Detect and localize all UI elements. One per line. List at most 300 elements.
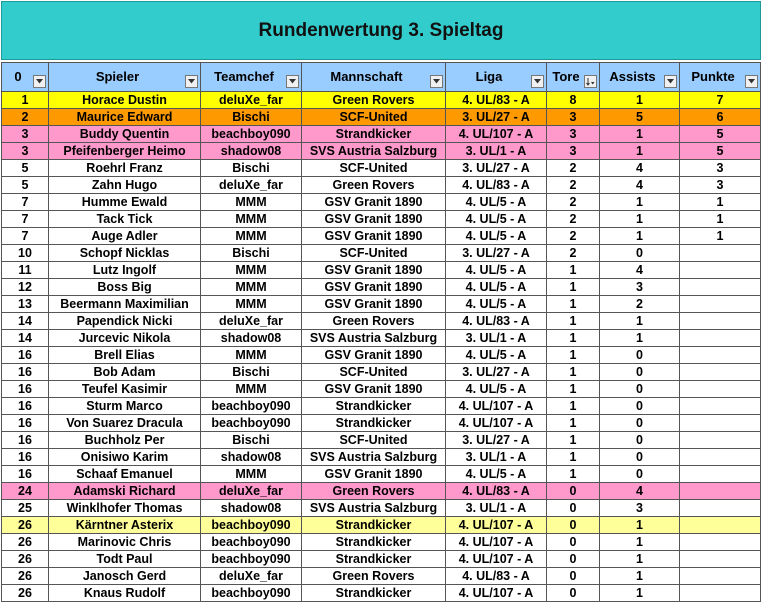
cell-teamchef: deluXe_far (201, 568, 302, 585)
cell-rank: 14 (2, 313, 49, 330)
cell-teamchef: beachboy090 (201, 585, 302, 602)
cell-teamchef: Bischi (201, 160, 302, 177)
table-row (2, 194, 761, 211)
cell-teamchef: MMM (201, 262, 302, 279)
chevron-down-icon (188, 79, 195, 84)
cell-spieler: Buchholz Per (49, 432, 201, 449)
cell-liga: 4. UL/5 - A (446, 381, 547, 398)
cell-mannschaft: Green Rovers (302, 92, 446, 109)
cell-tore: 1 (547, 330, 600, 347)
cell-liga: 4. UL/107 - A (446, 585, 547, 602)
cell-spieler: Schaaf Emanuel (49, 466, 201, 483)
column-header-label: Punkte (691, 69, 735, 84)
cell-spieler: Roehrl Franz (49, 160, 201, 177)
cell-assists: 0 (600, 415, 680, 432)
column-header-spieler (49, 63, 201, 92)
cell-tore: 0 (547, 500, 600, 517)
cell-rank: 16 (2, 466, 49, 483)
cell-rank: 26 (2, 568, 49, 585)
cell-tore: 0 (547, 483, 600, 500)
cell-mannschaft: SCF-United (302, 109, 446, 126)
cell-assists: 1 (600, 211, 680, 228)
cell-rank: 24 (2, 483, 49, 500)
cell-punkte (680, 466, 761, 483)
cell-assists: 0 (600, 449, 680, 466)
cell-spieler: Maurice Edward (49, 109, 201, 126)
cell-tore: 1 (547, 364, 600, 381)
cell-mannschaft: GSV Granit 1890 (302, 347, 446, 364)
cell-rank: 5 (2, 177, 49, 194)
cell-tore: 1 (547, 347, 600, 364)
cell-spieler: Sturm Marco (49, 398, 201, 415)
cell-liga: 4. UL/5 - A (446, 466, 547, 483)
cell-teamchef: shadow08 (201, 143, 302, 160)
cell-liga: 3. UL/1 - A (446, 500, 547, 517)
filter-dropdown-button[interactable] (664, 75, 677, 88)
cell-tore: 1 (547, 449, 600, 466)
cell-rank: 16 (2, 347, 49, 364)
cell-mannschaft: SCF-United (302, 245, 446, 262)
cell-liga: 4. UL/83 - A (446, 92, 547, 109)
cell-spieler: Knaus Rudolf (49, 585, 201, 602)
cell-assists: 0 (600, 245, 680, 262)
cell-spieler: Humme Ewald (49, 194, 201, 211)
cell-punkte (680, 245, 761, 262)
table-row (2, 568, 761, 585)
cell-teamchef: deluXe_far (201, 177, 302, 194)
cell-rank: 7 (2, 211, 49, 228)
column-header-label: Tore (552, 69, 580, 84)
cell-liga: 4. UL/83 - A (446, 568, 547, 585)
table-row (2, 279, 761, 296)
cell-tore: 2 (547, 211, 600, 228)
cell-rank: 26 (2, 517, 49, 534)
cell-spieler: Buddy Quentin (49, 126, 201, 143)
cell-rank: 2 (2, 109, 49, 126)
chevron-down-icon (289, 79, 296, 84)
cell-spieler: Marinovic Chris (49, 534, 201, 551)
cell-mannschaft: GSV Granit 1890 (302, 279, 446, 296)
cell-assists: 3 (600, 279, 680, 296)
cell-teamchef: MMM (201, 296, 302, 313)
cell-punkte: 1 (680, 194, 761, 211)
cell-teamchef: Bischi (201, 245, 302, 262)
column-header-assists (600, 63, 680, 92)
cell-mannschaft: Green Rovers (302, 313, 446, 330)
cell-teamchef: MMM (201, 194, 302, 211)
cell-assists: 0 (600, 381, 680, 398)
cell-punkte (680, 551, 761, 568)
cell-tore: 2 (547, 245, 600, 262)
cell-mannschaft: Green Rovers (302, 568, 446, 585)
cell-liga: 3. UL/27 - A (446, 109, 547, 126)
cell-spieler: Lutz Ingolf (49, 262, 201, 279)
cell-punkte (680, 330, 761, 347)
cell-punkte (680, 585, 761, 602)
cell-rank: 26 (2, 585, 49, 602)
cell-tore: 3 (547, 109, 600, 126)
cell-punkte (680, 415, 761, 432)
cell-teamchef: Bischi (201, 109, 302, 126)
cell-mannschaft: SCF-United (302, 432, 446, 449)
cell-assists: 1 (600, 517, 680, 534)
cell-liga: 4. UL/5 - A (446, 211, 547, 228)
sort-filter-button[interactable] (584, 75, 597, 88)
cell-rank: 16 (2, 398, 49, 415)
cell-tore: 0 (547, 568, 600, 585)
table-body (2, 92, 761, 602)
cell-rank: 16 (2, 364, 49, 381)
cell-liga: 4. UL/107 - A (446, 517, 547, 534)
cell-spieler: Von Suarez Dracula (49, 415, 201, 432)
cell-teamchef: MMM (201, 381, 302, 398)
cell-punkte (680, 313, 761, 330)
cell-teamchef: Bischi (201, 364, 302, 381)
table-row (2, 109, 761, 126)
cell-tore: 2 (547, 160, 600, 177)
table-row (2, 177, 761, 194)
cell-liga: 4. UL/107 - A (446, 415, 547, 432)
cell-rank: 26 (2, 534, 49, 551)
cell-assists: 4 (600, 262, 680, 279)
cell-teamchef: shadow08 (201, 330, 302, 347)
cell-rank: 7 (2, 228, 49, 245)
cell-tore: 1 (547, 432, 600, 449)
cell-spieler: Bob Adam (49, 364, 201, 381)
cell-teamchef: shadow08 (201, 449, 302, 466)
header-row (2, 63, 761, 92)
cell-assists: 1 (600, 143, 680, 160)
cell-rank: 3 (2, 126, 49, 143)
cell-rank: 16 (2, 381, 49, 398)
table-row (2, 347, 761, 364)
cell-mannschaft: Strandkicker (302, 534, 446, 551)
cell-punkte (680, 483, 761, 500)
cell-liga: 4. UL/107 - A (446, 126, 547, 143)
column-header-rank (2, 63, 49, 92)
cell-assists: 1 (600, 330, 680, 347)
cell-teamchef: MMM (201, 211, 302, 228)
cell-punkte (680, 364, 761, 381)
cell-punkte: 6 (680, 109, 761, 126)
cell-rank: 16 (2, 415, 49, 432)
cell-liga: 4. UL/5 - A (446, 262, 547, 279)
cell-assists: 3 (600, 500, 680, 517)
cell-teamchef: Bischi (201, 432, 302, 449)
column-header-label: 0 (14, 69, 22, 84)
table-row (2, 92, 761, 109)
cell-punkte: 3 (680, 177, 761, 194)
cell-punkte (680, 449, 761, 466)
cell-tore: 0 (547, 534, 600, 551)
cell-punkte (680, 517, 761, 534)
table-row (2, 143, 761, 160)
cell-mannschaft: SCF-United (302, 160, 446, 177)
column-header-tore (547, 63, 600, 92)
cell-punkte (680, 534, 761, 551)
cell-rank: 1 (2, 92, 49, 109)
cell-assists: 1 (600, 126, 680, 143)
table-row (2, 415, 761, 432)
cell-teamchef: MMM (201, 466, 302, 483)
filter-dropdown-button[interactable] (531, 75, 544, 88)
cell-tore: 1 (547, 398, 600, 415)
cell-tore: 8 (547, 92, 600, 109)
cell-mannschaft: SVS Austria Salzburg (302, 330, 446, 347)
cell-tore: 1 (547, 279, 600, 296)
cell-tore: 1 (547, 296, 600, 313)
cell-mannschaft: GSV Granit 1890 (302, 466, 446, 483)
cell-rank: 16 (2, 432, 49, 449)
cell-liga: 3. UL/1 - A (446, 330, 547, 347)
cell-spieler: Zahn Hugo (49, 177, 201, 194)
table-row (2, 211, 761, 228)
cell-punkte (680, 432, 761, 449)
cell-punkte (680, 568, 761, 585)
cell-tore: 1 (547, 381, 600, 398)
chevron-down-icon (667, 79, 674, 84)
table-row (2, 449, 761, 466)
cell-assists: 4 (600, 160, 680, 177)
cell-liga: 4. UL/5 - A (446, 296, 547, 313)
cell-mannschaft: Strandkicker (302, 415, 446, 432)
cell-spieler: Jurcevic Nikola (49, 330, 201, 347)
cell-liga: 3. UL/1 - A (446, 143, 547, 160)
cell-teamchef: deluXe_far (201, 313, 302, 330)
cell-rank: 25 (2, 500, 49, 517)
cell-punkte (680, 296, 761, 313)
cell-tore: 3 (547, 143, 600, 160)
cell-spieler: Boss Big (49, 279, 201, 296)
cell-tore: 1 (547, 313, 600, 330)
column-header-label: Assists (609, 69, 656, 84)
column-header-punkte (680, 63, 761, 92)
cell-spieler: Schopf Nicklas (49, 245, 201, 262)
cell-spieler: Kärntner Asterix (49, 517, 201, 534)
table-row (2, 534, 761, 551)
column-header-liga (446, 63, 547, 92)
cell-mannschaft: GSV Granit 1890 (302, 296, 446, 313)
cell-spieler: Beermann Maximilian (49, 296, 201, 313)
cell-mannschaft: Strandkicker (302, 517, 446, 534)
cell-teamchef: beachboy090 (201, 415, 302, 432)
table-row (2, 398, 761, 415)
cell-tore: 0 (547, 551, 600, 568)
cell-teamchef: MMM (201, 228, 302, 245)
cell-mannschaft: Green Rovers (302, 483, 446, 500)
cell-liga: 3. UL/1 - A (446, 449, 547, 466)
cell-assists: 1 (600, 194, 680, 211)
cell-assists: 1 (600, 551, 680, 568)
table-row (2, 160, 761, 177)
cell-punkte: 1 (680, 228, 761, 245)
cell-mannschaft: SVS Austria Salzburg (302, 449, 446, 466)
table-row (2, 517, 761, 534)
cell-assists: 0 (600, 347, 680, 364)
table-row (2, 364, 761, 381)
cell-punkte (680, 262, 761, 279)
cell-tore: 2 (547, 177, 600, 194)
cell-mannschaft: GSV Granit 1890 (302, 262, 446, 279)
cell-spieler: Papendick Nicki (49, 313, 201, 330)
cell-assists: 1 (600, 534, 680, 551)
table-row (2, 228, 761, 245)
cell-assists: 0 (600, 364, 680, 381)
cell-mannschaft: Strandkicker (302, 585, 446, 602)
cell-punkte: 7 (680, 92, 761, 109)
cell-teamchef: deluXe_far (201, 92, 302, 109)
cell-assists: 2 (600, 296, 680, 313)
cell-liga: 4. UL/107 - A (446, 398, 547, 415)
cell-spieler: Winklhofer Thomas (49, 500, 201, 517)
column-header-label: Mannschaft (330, 69, 403, 84)
cell-spieler: Todt Paul (49, 551, 201, 568)
column-header-teamchef (201, 63, 302, 92)
cell-teamchef: MMM (201, 279, 302, 296)
cell-tore: 0 (547, 517, 600, 534)
cell-assists: 5 (600, 109, 680, 126)
cell-punkte: 5 (680, 143, 761, 160)
table-row (2, 381, 761, 398)
cell-assists: 1 (600, 228, 680, 245)
cell-liga: 4. UL/83 - A (446, 313, 547, 330)
cell-rank: 12 (2, 279, 49, 296)
cell-rank: 5 (2, 160, 49, 177)
cell-mannschaft: GSV Granit 1890 (302, 381, 446, 398)
cell-spieler: Tack Tick (49, 211, 201, 228)
cell-spieler: Auge Adler (49, 228, 201, 245)
cell-punkte (680, 500, 761, 517)
table-row (2, 483, 761, 500)
cell-spieler: Janosch Gerd (49, 568, 201, 585)
cell-rank: 13 (2, 296, 49, 313)
cell-spieler: Brell Elias (49, 347, 201, 364)
table-row (2, 245, 761, 262)
column-header-mannschaft (302, 63, 446, 92)
table-row (2, 330, 761, 347)
cell-rank: 10 (2, 245, 49, 262)
cell-teamchef: beachboy090 (201, 126, 302, 143)
cell-punkte: 5 (680, 126, 761, 143)
cell-liga: 4. UL/83 - A (446, 177, 547, 194)
cell-tore: 1 (547, 262, 600, 279)
cell-tore: 2 (547, 228, 600, 245)
table-row (2, 296, 761, 313)
cell-mannschaft: Green Rovers (302, 177, 446, 194)
cell-liga: 4. UL/107 - A (446, 551, 547, 568)
cell-assists: 1 (600, 92, 680, 109)
cell-rank: 26 (2, 551, 49, 568)
ranking-table (1, 62, 761, 602)
cell-spieler: Teufel Kasimir (49, 381, 201, 398)
filter-dropdown-button[interactable] (286, 75, 299, 88)
cell-assists: 0 (600, 398, 680, 415)
cell-tore: 1 (547, 466, 600, 483)
filter-dropdown-button[interactable] (745, 75, 758, 88)
cell-spieler: Horace Dustin (49, 92, 201, 109)
cell-mannschaft: SVS Austria Salzburg (302, 143, 446, 160)
page-title: Rundenwertung 3. Spieltag (258, 19, 504, 41)
column-header-label: Spieler (95, 69, 140, 84)
cell-punkte: 1 (680, 211, 761, 228)
cell-rank: 7 (2, 194, 49, 211)
cell-assists: 0 (600, 432, 680, 449)
filter-dropdown-button[interactable] (430, 75, 443, 88)
cell-rank: 14 (2, 330, 49, 347)
cell-assists: 1 (600, 585, 680, 602)
cell-assists: 4 (600, 483, 680, 500)
cell-teamchef: beachboy090 (201, 517, 302, 534)
cell-rank: 11 (2, 262, 49, 279)
cell-punkte (680, 279, 761, 296)
cell-tore: 0 (547, 585, 600, 602)
cell-mannschaft: SCF-United (302, 364, 446, 381)
cell-punkte: 3 (680, 160, 761, 177)
cell-spieler: Pfeifenberger Heimo (49, 143, 201, 160)
cell-assists: 4 (600, 177, 680, 194)
table-row (2, 500, 761, 517)
cell-tore: 3 (547, 126, 600, 143)
cell-teamchef: beachboy090 (201, 534, 302, 551)
cell-liga: 4. UL/5 - A (446, 279, 547, 296)
table-row (2, 585, 761, 602)
cell-liga: 4. UL/5 - A (446, 194, 547, 211)
cell-mannschaft: Strandkicker (302, 398, 446, 415)
cell-assists: 0 (600, 466, 680, 483)
column-header-label: Liga (475, 69, 503, 84)
cell-teamchef: MMM (201, 347, 302, 364)
cell-mannschaft: GSV Granit 1890 (302, 211, 446, 228)
cell-spieler: Adamski Richard (49, 483, 201, 500)
sort-descending-icon (586, 77, 595, 86)
filter-dropdown-button[interactable] (33, 75, 46, 88)
cell-mannschaft: Strandkicker (302, 126, 446, 143)
cell-teamchef: beachboy090 (201, 398, 302, 415)
cell-assists: 1 (600, 313, 680, 330)
cell-teamchef: beachboy090 (201, 551, 302, 568)
table-row (2, 126, 761, 143)
cell-liga: 3. UL/27 - A (446, 364, 547, 381)
cell-liga: 3. UL/27 - A (446, 245, 547, 262)
cell-mannschaft: GSV Granit 1890 (302, 228, 446, 245)
column-header-label: Teamchef (214, 69, 274, 84)
title-banner (1, 1, 761, 60)
table-row (2, 551, 761, 568)
table-row (2, 262, 761, 279)
cell-punkte (680, 398, 761, 415)
cell-liga: 4. UL/5 - A (446, 228, 547, 245)
chevron-down-icon (748, 79, 755, 84)
table-row (2, 313, 761, 330)
chevron-down-icon (534, 79, 541, 84)
chevron-down-icon (433, 79, 440, 84)
cell-mannschaft: GSV Granit 1890 (302, 194, 446, 211)
cell-mannschaft: SVS Austria Salzburg (302, 500, 446, 517)
cell-assists: 1 (600, 568, 680, 585)
cell-liga: 3. UL/27 - A (446, 160, 547, 177)
cell-punkte (680, 381, 761, 398)
cell-punkte (680, 347, 761, 364)
filter-dropdown-button[interactable] (185, 75, 198, 88)
cell-liga: 4. UL/107 - A (446, 534, 547, 551)
cell-liga: 4. UL/5 - A (446, 347, 547, 364)
table-row (2, 466, 761, 483)
table-row (2, 432, 761, 449)
cell-mannschaft: Strandkicker (302, 551, 446, 568)
cell-tore: 1 (547, 415, 600, 432)
cell-tore: 2 (547, 194, 600, 211)
cell-rank: 3 (2, 143, 49, 160)
